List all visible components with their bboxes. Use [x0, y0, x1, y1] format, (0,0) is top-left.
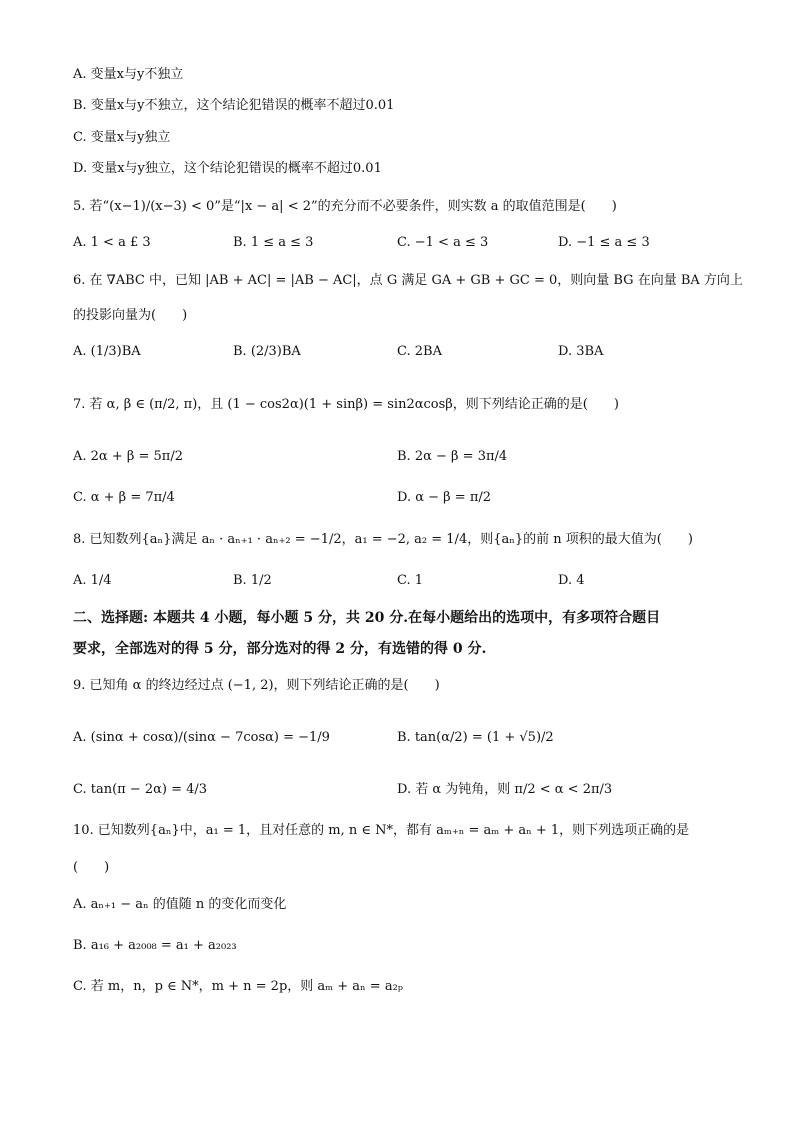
q9-option-c: C. tan(π − 2α) = 4/3: [73, 782, 208, 797]
question-7: 7. 若 α, β ∈ (π/2, π)，且 (1 − cos2α)(1 + sinβ) = sin2αcosβ，则下列结论正确的是( ): [73, 397, 619, 412]
q4-option-a: A. 变量x与y不独立: [73, 67, 184, 82]
q5-option-a: A. 1 < a £ 3: [73, 235, 151, 250]
q10-option-b: B. a₁₆ + a₂₀₀₈ = a₁ + a₂₀₂₃: [73, 938, 237, 953]
q7-option-d: D. α − β = π/2: [397, 490, 492, 505]
q6-option-d: D. 3BA: [558, 344, 604, 359]
q4-option-c: C. 变量x与y独立: [73, 130, 171, 145]
question-10-cont: ( ): [73, 860, 110, 875]
q6-option-a: A. (1/3)BA: [73, 344, 141, 359]
section-2-heading-cont: 要求，全部选对的得 5 分，部分选对的得 2 分，有选错的得 0 分.: [73, 641, 487, 657]
q7-option-a: A. 2α + β = 5π/2: [73, 449, 183, 464]
q8-option-c: C. 1: [397, 573, 424, 588]
q5-option-b: B. 1 ≤ a ≤ 3: [233, 235, 314, 250]
q10-option-c: C. 若 m，n，p ∈ N*，m + n = 2p，则 aₘ + aₙ = a₂ₚ: [73, 979, 403, 994]
question-8: 8. 已知数列{aₙ}满足 aₙ · aₙ₊₁ · aₙ₊₂ = −1/2，a₁ = −2, a₂ = 1/4，则{aₙ}的前 n 项积的最大值为( ): [73, 532, 693, 547]
question-10: 10. 已知数列{aₙ}中，a₁ = 1，且对任意的 m, n ∈ N*，都有 aₘ₊ₙ = aₘ + aₙ + 1，则下列选项正确的是: [73, 823, 690, 838]
q6-option-c: C. 2BA: [397, 344, 442, 359]
q6-option-b: B. (2/3)BA: [233, 344, 301, 359]
q8-option-b: B. 1/2: [233, 573, 272, 588]
q8-option-a: A. 1/4: [73, 573, 112, 588]
q7-option-b: B. 2α − β = 3π/4: [397, 449, 508, 464]
q4-option-d: D. 变量x与y独立，这个结论犯错误的概率不超过0.01: [73, 161, 382, 176]
question-6: 6. 在 ∇ABC 中，已知 |AB + AC| = |AB − AC|，点 G 满足 GA + GB + GC = 0，则向量 BG 在向量 BA 方向上: [73, 273, 743, 288]
q5-option-c: C. −1 < a ≤ 3: [397, 235, 489, 250]
q9-option-a: A. (sinα + cosα)/(sinα − 7cosα) = −1/9: [73, 730, 330, 745]
question-5: 5. 若“(x−1)/(x−3) < 0”是“|x − a| < 2”的充分而不必要条件，则实数 a 的取值范围是( ): [73, 199, 617, 214]
q9-option-b: B. tan(α/2) = (1 + √5)/2: [397, 730, 554, 745]
q8-option-d: D. 4: [558, 573, 585, 588]
q5-option-d: D. −1 ≤ a ≤ 3: [558, 235, 650, 250]
question-6-cont: 的投影向量为( ): [73, 308, 188, 323]
section-2-heading: 二、选择题: 本题共 4 小题，每小题 5 分，共 20 分.在每小题给出的选项中，有多项符合题目: [73, 610, 661, 626]
q4-option-b: B. 变量x与y不独立，这个结论犯错误的概率不超过0.01: [73, 98, 395, 113]
q10-option-a: A. aₙ₊₁ − aₙ 的值随 n 的变化而变化: [73, 897, 287, 912]
q7-option-c: C. α + β = 7π/4: [73, 490, 175, 505]
q9-option-d: D. 若 α 为钝角，则 π/2 < α < 2π/3: [397, 782, 613, 797]
question-9: 9. 已知角 α 的终边经过点 (−1, 2)，则下列结论正确的是( ): [73, 678, 440, 693]
